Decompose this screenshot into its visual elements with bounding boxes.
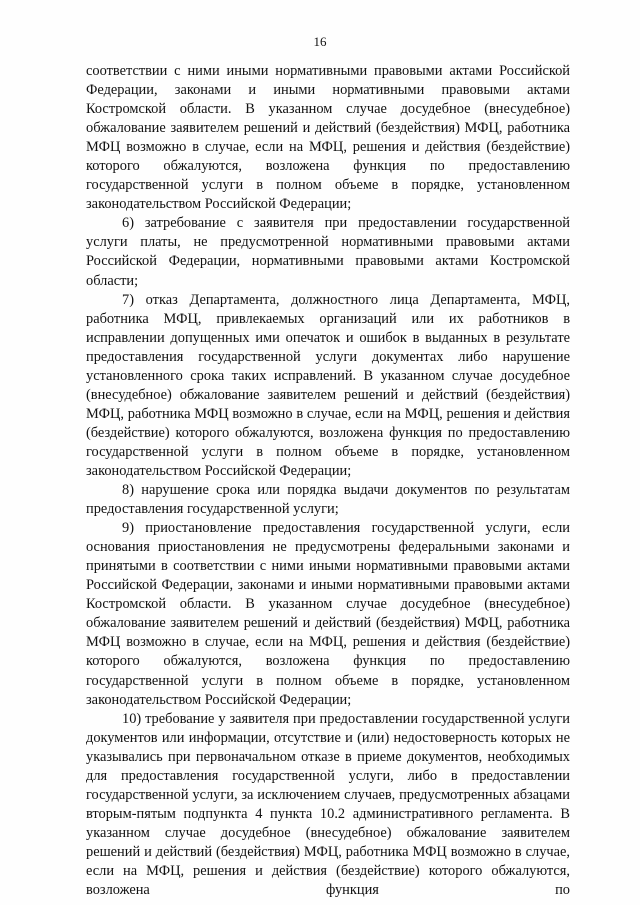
page-number: 16 [313,34,327,49]
paragraph-continuation: соответствии с ними иными нормативными правовыми актами Российской Федерации, законами и иными нормативными правовыми актами Костромской области. В указанном случае досудебное (внесудебное) обжалование заявителем решений и действий (бездействия) МФЦ, работника МФЦ возможно в случае, если на МФЦ, решения и действия (бездействие) которого обжалуются, возложена функция по предоставлению государственной услуги в полном объеме в порядке, установленном законодательством Российской Федерации; [86,63,570,213]
paragraph-item-6: 6) затребование с заявителя при предоставлении государственной услуги платы, не предусмотренной нормативными правовыми актами Российской Федерации, нормативными правовыми актами Костромской области; [86,215,570,289]
paragraph-item-10: 10) требование у заявителя при предоставлении государственной услуги документов или информации, отсутствие и (или) недостоверность которых не указывались при первоначальном отказе в приеме документов, необходимых для предоставления государственной услуги, либо в предоставлении государственной услуги, за исключением случаев, предусмотренных абзацами вторым-пятым подпункта 4 пункта 10.2 административного регламента. В указанном случае досудебное (внесудебное) обжалование заявителем решений и действий (бездействия) МФЦ, работника МФЦ возможно в случае, если на МФЦ, решения и действия (бездействие) которого обжалуются, возложена функция по [86,710,570,899]
document-body [86,62,570,900]
paragraph-item-9: 9) приостановление предоставления государственной услуги, если основания приостановления не предусмотрены федеральными законами и принятыми в соответствии с ними иными нормативными правовыми актами Российской Федерации, законами и иными нормативными правовыми актами Костромской области. В указанном случае досудебное (внесудебное) обжалование заявителем решений и действий (бездействия) МФЦ, работника МФЦ возможно в случае, если на МФЦ, решения и действия (бездействие) которого обжалуются, возложена функция по предоставлению государственной услуги в полном объеме в порядке, установленном законодательством Российской Федерации; [86,520,570,708]
paragraph-item-8: 8) нарушение срока или порядка выдачи документов по результатам предоставления государственной услуги; [86,482,570,518]
paragraph-item-7: 7) отказ Департамента, должностного лица Департамента, МФЦ, работника МФЦ, привлекаемых организаций или их работников в исправлении допущенных ими опечаток и ошибок в выданных в результате предоставления государственной услуги документах либо нарушение установленного срока таких исправлений. В указанном случае досудебное (внесудебное) обжалование заявителем решений и действий (бездействия) МФЦ, работника МФЦ возможно в случае, если на МФЦ, решения и действия (бездействие) которого обжалуются, возложена функция по предоставлению государственной услуги в полном объеме в порядке, установленном законодательством Российской Федерации; [86,291,570,479]
